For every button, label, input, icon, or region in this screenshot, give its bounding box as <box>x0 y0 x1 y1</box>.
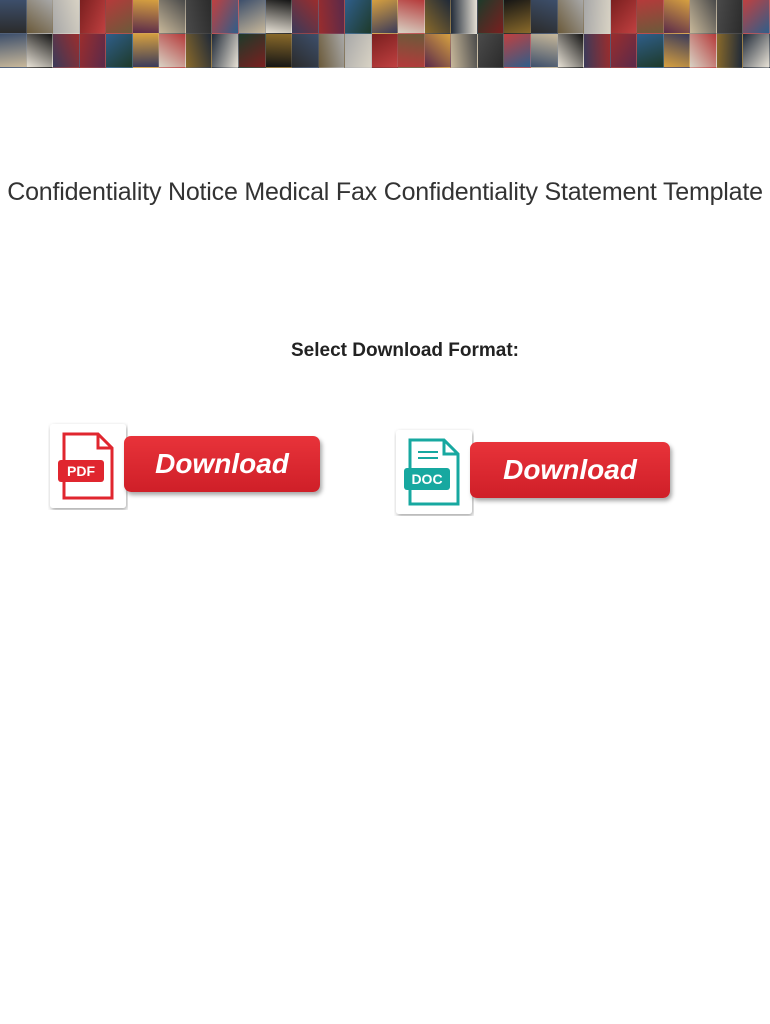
album-cover-tile <box>319 34 346 68</box>
album-cover-tile <box>504 0 531 34</box>
album-cover-tile <box>80 0 107 34</box>
album-cover-tile <box>743 34 770 68</box>
album-cover-tile <box>451 0 478 34</box>
album-cover-tile <box>637 34 664 68</box>
album-cover-tile <box>239 34 266 68</box>
album-cover-tile <box>239 0 266 34</box>
album-cover-tile <box>212 0 239 34</box>
album-cover-tile <box>266 34 293 68</box>
album-cover-tile <box>27 0 54 34</box>
page-title: Confidentiality Notice Medical Fax Confidentiality Statement Template <box>7 178 763 206</box>
download-format-prompt: Select Download Format: <box>290 340 520 361</box>
album-cover-tile <box>398 0 425 34</box>
album-cover-tile <box>0 34 27 68</box>
album-cover-tile <box>292 0 319 34</box>
album-cover-tile <box>133 34 160 68</box>
doc-download-button[interactable] <box>470 442 670 498</box>
doc-icon-label: DOC <box>411 471 443 487</box>
album-cover-tile <box>159 0 186 34</box>
album-cover-tile <box>451 34 478 68</box>
album-cover-tile <box>372 0 399 34</box>
doc-file-icon[interactable] <box>394 428 474 516</box>
album-cover-tile <box>186 0 213 34</box>
album-cover-tile <box>664 0 691 34</box>
album-cover-tile <box>717 0 744 34</box>
album-cover-tile <box>345 0 372 34</box>
album-cover-tile <box>690 0 717 34</box>
album-cover-tile <box>743 0 770 34</box>
album-cover-tile <box>717 34 744 68</box>
album-cover-tile <box>345 34 372 68</box>
album-cover-tile <box>133 0 160 34</box>
album-cover-tile <box>212 34 239 68</box>
album-cover-banner <box>0 0 770 68</box>
album-cover-tile <box>292 34 319 68</box>
album-cover-tile <box>80 34 107 68</box>
album-cover-tile <box>478 0 505 34</box>
pdf-download-button[interactable] <box>124 436 320 492</box>
pdf-file-icon[interactable] <box>48 422 128 510</box>
album-cover-tile <box>159 34 186 68</box>
album-cover-tile <box>0 0 27 34</box>
album-cover-tile <box>637 0 664 34</box>
album-cover-tile <box>425 34 452 68</box>
album-cover-tile <box>186 34 213 68</box>
album-cover-tile <box>319 0 346 34</box>
album-cover-tile <box>531 34 558 68</box>
album-cover-tile <box>106 0 133 34</box>
album-cover-tile <box>478 34 505 68</box>
album-cover-tile <box>106 34 133 68</box>
album-cover-tile <box>53 34 80 68</box>
album-cover-tile <box>690 34 717 68</box>
album-cover-tile <box>611 34 638 68</box>
album-cover-tile <box>266 0 293 34</box>
album-cover-tile <box>531 0 558 34</box>
album-cover-tile <box>558 0 585 34</box>
album-cover-tile <box>584 34 611 68</box>
album-cover-tile <box>611 0 638 34</box>
album-cover-tile <box>504 34 531 68</box>
album-cover-tile <box>584 0 611 34</box>
album-cover-tile <box>53 0 80 34</box>
pdf-icon-label: PDF <box>67 463 95 479</box>
album-cover-tile <box>398 34 425 68</box>
pdf-download-label: Download <box>155 448 289 479</box>
album-cover-tile <box>664 34 691 68</box>
album-cover-tile <box>372 34 399 68</box>
album-cover-tile <box>27 34 54 68</box>
album-cover-tile <box>425 0 452 34</box>
doc-download-label: Download <box>503 454 637 485</box>
album-cover-tile <box>558 34 585 68</box>
